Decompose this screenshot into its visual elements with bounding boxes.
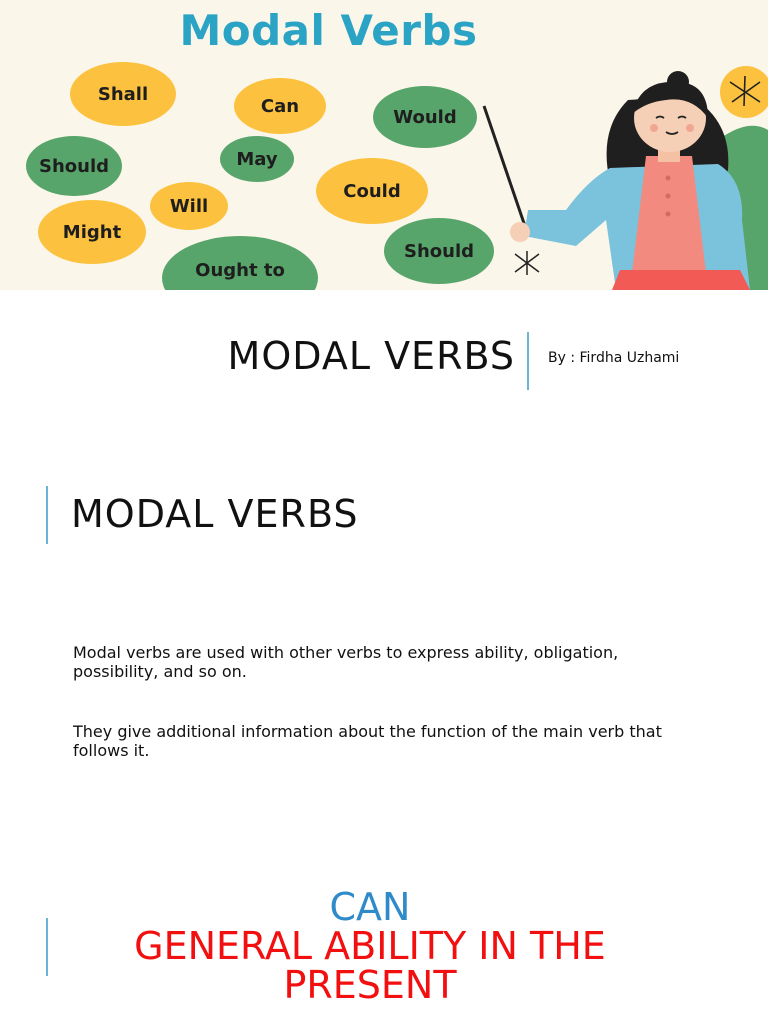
banner-image — [0, 0, 768, 290]
slide2-paragraph-1: Modal verbs are used with other verbs to express ability, obligation, possibility, and so on. — [73, 643, 619, 681]
bubble-can: Can — [234, 78, 326, 134]
bubble-should-2: Should — [384, 218, 494, 284]
author-credit: By : Firdha Uzhami — [548, 350, 680, 366]
bubble-shall: Shall — [70, 62, 176, 126]
slide2-title: MODAL VERBS — [71, 492, 359, 536]
bubble-should-1: Should — [26, 136, 122, 196]
page-title: MODAL VERBS — [227, 334, 515, 378]
title-divider — [527, 332, 529, 390]
slide2-paragraph-2: They give additional information about the function of the main verb that follows it. — [73, 722, 662, 760]
slide3-heading: CAN — [329, 885, 411, 929]
bubble-could: Could — [316, 158, 428, 224]
bubble-may: May — [220, 136, 294, 182]
bubble-would: Would — [373, 86, 477, 148]
slide3-subheading: GENERAL ABILITY IN THE PRESENT — [134, 924, 606, 1007]
bubble-might: Might — [38, 200, 146, 264]
bubble-will: Will — [150, 182, 228, 230]
bubble-ought-to: Ought to — [162, 236, 318, 290]
banner-title: Modal Verbs — [179, 6, 478, 55]
slide3-accent-line — [46, 918, 48, 976]
slide3-heading-block — [60, 885, 680, 1007]
teacher-illustration — [480, 60, 768, 290]
slide2-accent-line — [46, 486, 48, 544]
